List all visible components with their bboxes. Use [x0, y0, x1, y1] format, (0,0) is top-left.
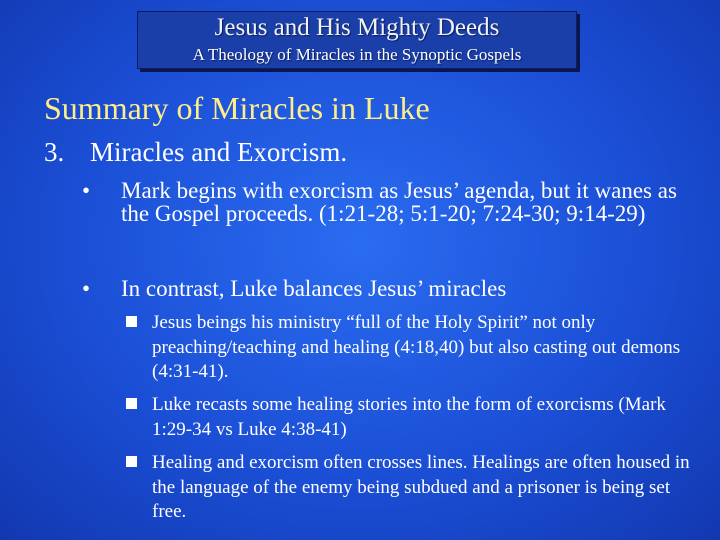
header-subtitle: A Theology of Miracles in the Synoptic Gospels	[192, 45, 522, 64]
sub-bullet-text: Healing and exorcism often crosses lines. Healings are often housed in the language of the enemy being subdued and a prisoner is being set free.	[152, 452, 690, 522]
sub-bullet-text: Jesus beings his ministry “full of the Holy Spirit” not only preaching/teaching and healing (4:18,40) but also casting out demons (4:31-41).	[152, 312, 681, 382]
point-heading	[44, 136, 347, 168]
header-banner	[137, 11, 577, 69]
bullet-text: In contrast, Luke balances Jesus’ miracles	[121, 276, 507, 301]
bullet-marker: •	[82, 178, 91, 203]
point-text: Miracles and Exorcism.	[90, 137, 348, 167]
sub-bullet-text: Luke recasts some healing stories into the form of exorcisms (Mark 1:29-34 vs Luke 4:38-41)	[152, 394, 666, 440]
header-title: Jesus and His Mighty Deeds	[214, 14, 500, 41]
square-bullet-icon	[126, 456, 137, 467]
slide-title: Summary of Miracles in Luke	[44, 90, 430, 126]
point-number: 3.	[44, 137, 65, 167]
bullet-text: Mark begins with exorcism as Jesus’ agenda, but it wanes as the Gospel proceeds. (1:21-28; 5:1-20; 7:24-30; 9:14-29)	[121, 178, 677, 226]
square-bullet-icon	[126, 316, 137, 327]
bullet-marker: •	[82, 276, 91, 301]
square-bullet-icon	[126, 398, 137, 409]
